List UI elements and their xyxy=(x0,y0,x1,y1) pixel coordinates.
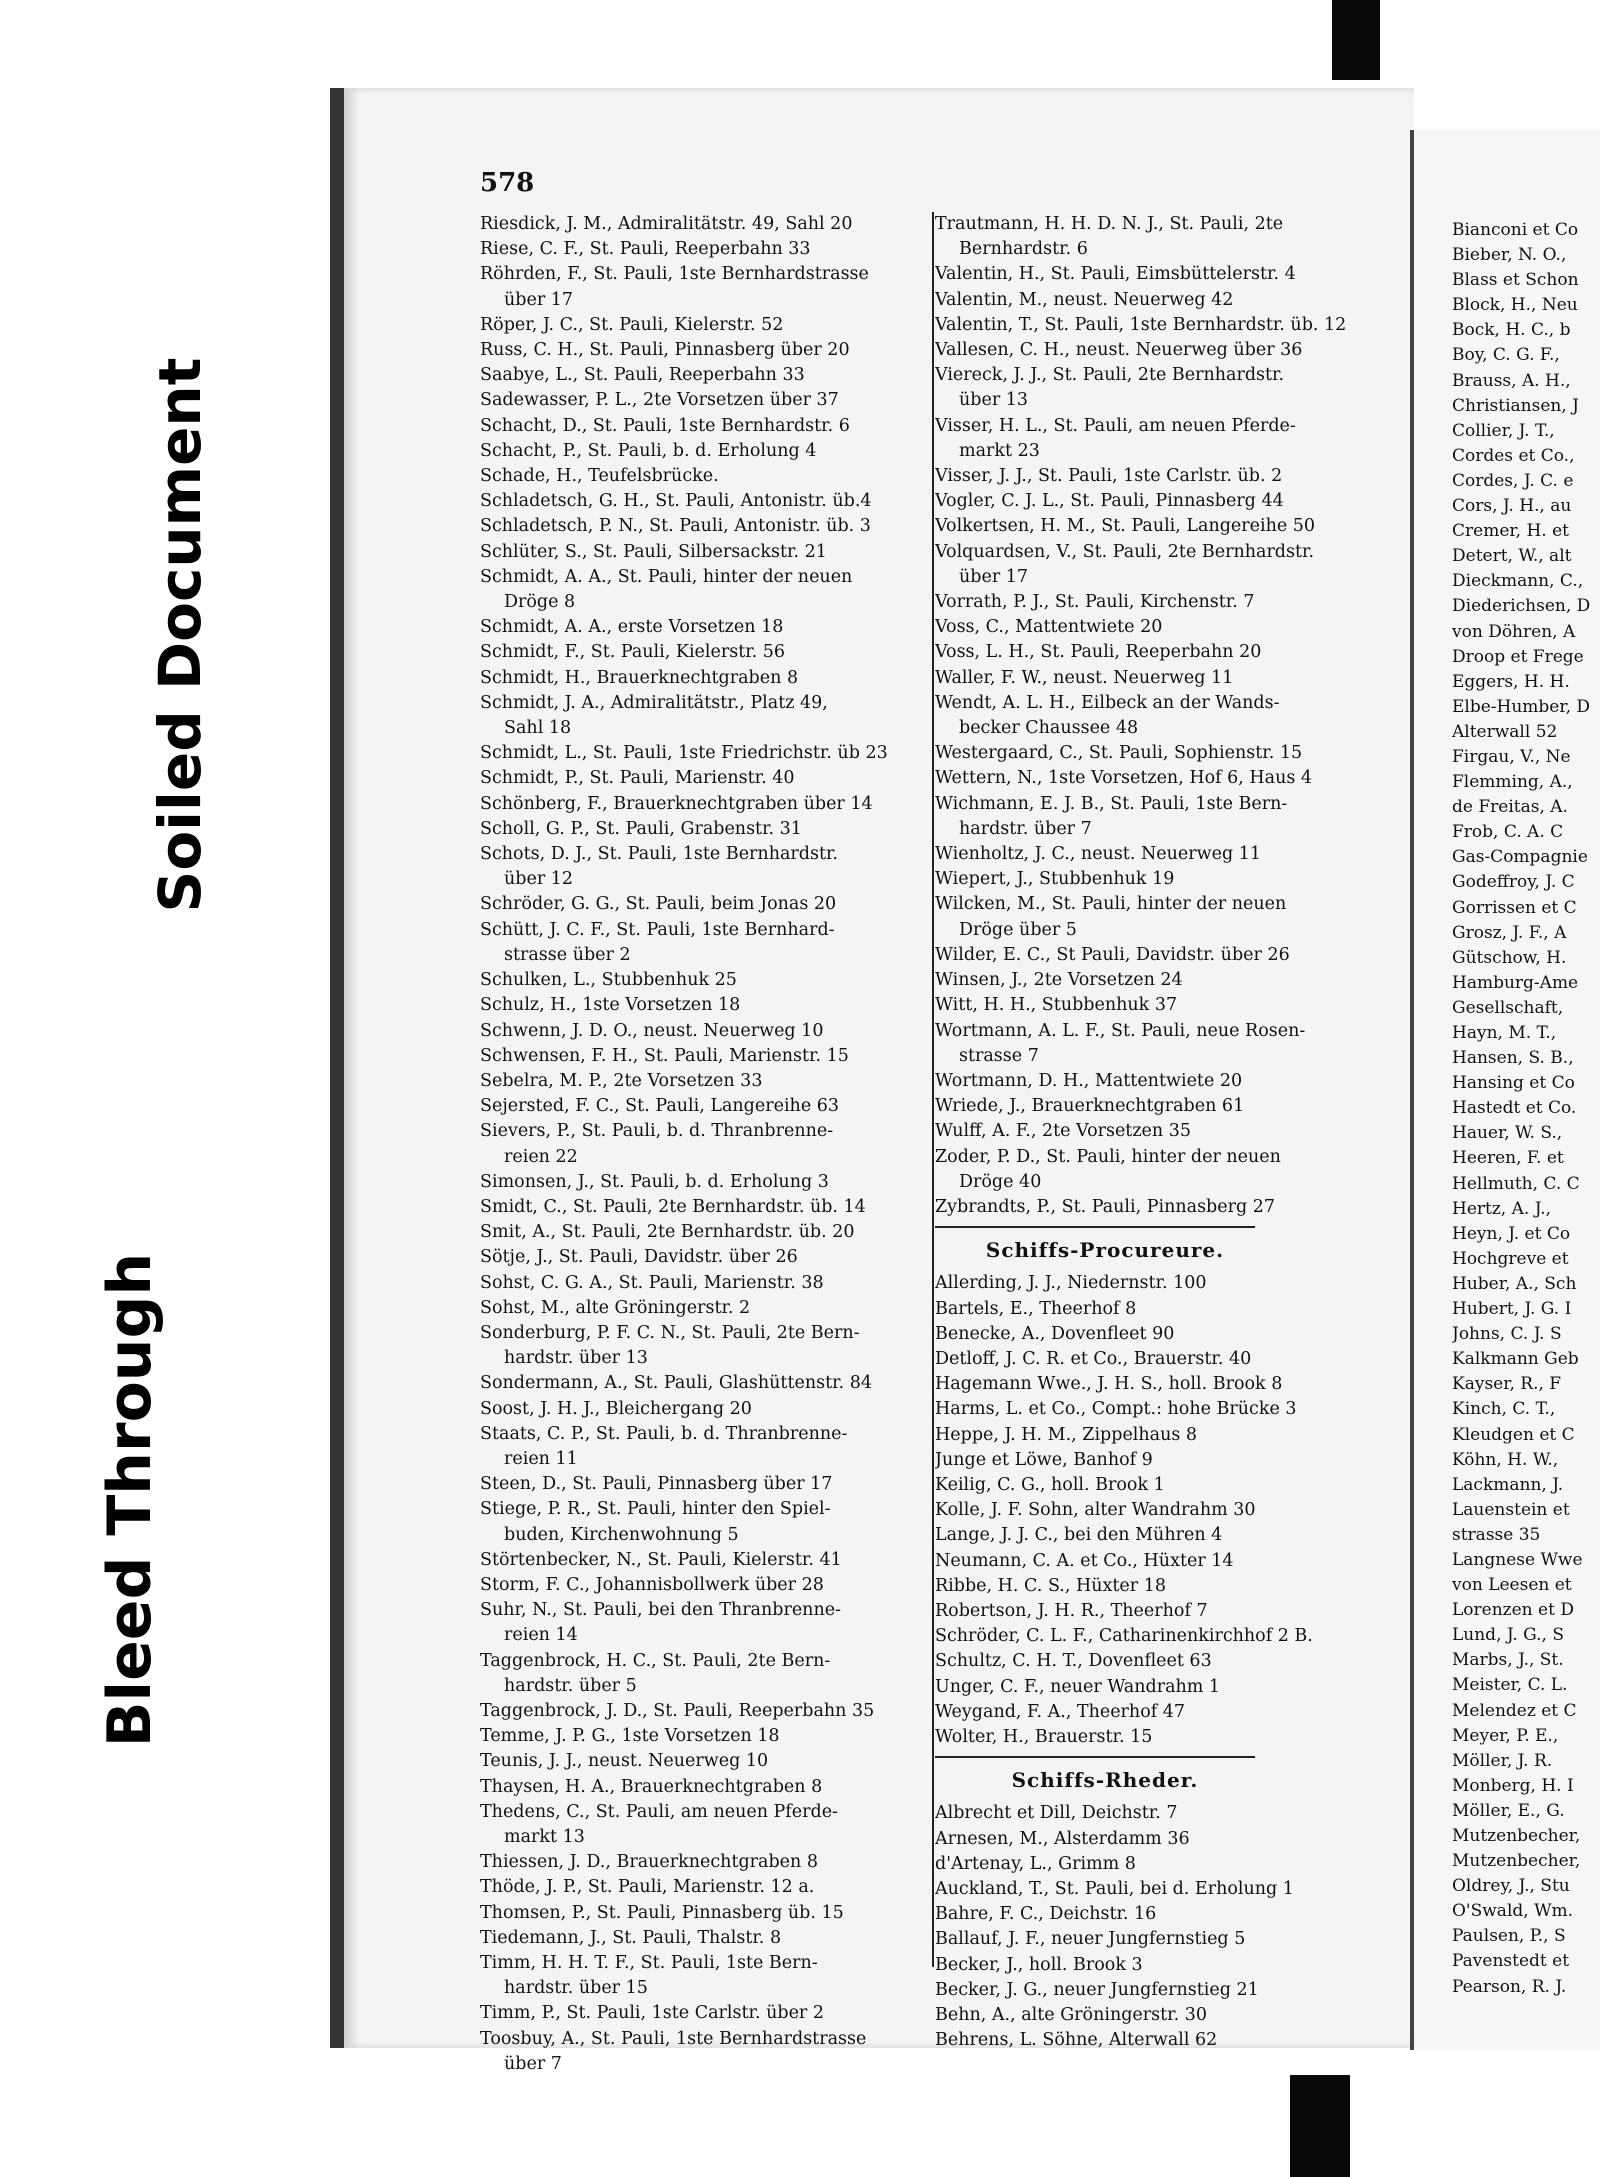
directory-entry: O'Swald, Wm. xyxy=(1452,1901,1574,1922)
directory-entry: von Leesen et xyxy=(1452,1575,1572,1596)
directory-entry: Sadewasser, P. L., 2te Vorsetzen über 37 xyxy=(480,390,839,411)
directory-entry: Smit, A., St. Pauli, 2te Bernhardstr. üb. 20 xyxy=(480,1222,855,1243)
directory-entry: Blass et Schon xyxy=(1452,270,1579,291)
directory-entry: Gas-Compagnie xyxy=(1452,847,1588,868)
directory-entry: Cordes et Co., xyxy=(1452,445,1575,466)
directory-entry: Meister, C. L. xyxy=(1452,1675,1568,1696)
directory-entry: Wendt, A. L. H., Eilbeck an der Wands- xyxy=(935,692,1280,713)
directory-entry: Schmidt, A. A., St. Pauli, hinter der neuen xyxy=(480,566,853,587)
directory-entry: Kalkmann Geb xyxy=(1452,1349,1579,1370)
directory-entry: Johns, C. J. S xyxy=(1452,1324,1562,1345)
directory-entry: Sohst, M., alte Gröningerstr. 2 xyxy=(480,1297,751,1318)
directory-entry: Lorenzen et D xyxy=(1452,1600,1574,1621)
directory-entry: hardstr. über 7 xyxy=(959,818,1092,839)
directory-entry: Lange, J. J. C., bei den Mühren 4 xyxy=(935,1525,1223,1546)
directory-entry: Sötje, J., St. Pauli, Davidstr. über 26 xyxy=(480,1247,798,1268)
directory-entry: Dieckmann, C., xyxy=(1452,571,1584,592)
directory-entry: über 17 xyxy=(504,289,574,310)
directory-entry: Keilig, C. G., holl. Brook 1 xyxy=(935,1474,1165,1495)
directory-entry: Schmidt, F., St. Pauli, Kielerstr. 56 xyxy=(480,642,786,663)
directory-entry: hardstr. über 15 xyxy=(504,1978,648,1999)
section-heading-rheder: Schiffs-Rheder. xyxy=(1011,1768,1199,1793)
directory-entry: Scholl, G. P., St. Pauli, Grabenstr. 31 xyxy=(480,818,802,839)
directory-entry: Mutzenbecher, xyxy=(1452,1826,1581,1846)
directory-entry: de Freitas, A. xyxy=(1452,797,1568,818)
directory-entry: Elbe-Humber, D xyxy=(1452,696,1591,717)
directory-entry: Cors, J. H., au xyxy=(1452,496,1572,517)
directory-entry: Sejersted, F. C., St. Pauli, Langereihe 63 xyxy=(480,1096,840,1117)
directory-entry: Hansing et Co xyxy=(1452,1073,1575,1094)
directory-entry: Schultz, C. H. T., Dovenfleet 63 xyxy=(935,1651,1212,1672)
directory-entry: Smidt, C., St. Pauli, 2te Bernhardstr. üb. 14 xyxy=(480,1196,866,1217)
directory-entry: Hagemann Wwe., J. H. S., holl. Brook 8 xyxy=(935,1374,1283,1395)
directory-entry: Auckland, T., St. Pauli, bei d. Erholung 1 xyxy=(935,1879,1294,1899)
directory-entry: Steen, D., St. Pauli, Pinnasberg über 17 xyxy=(480,1474,833,1495)
directory-entry: Schwensen, F. H., St. Pauli, Marienstr. 15 xyxy=(480,1045,849,1066)
directory-entry: Gorrissen et C xyxy=(1452,897,1577,918)
directory-entry: Röper, J. C., St. Pauli, Kielerstr. 52 xyxy=(480,314,784,335)
directory-entry: Schade, H., Teufelsbrücke. xyxy=(480,466,719,487)
directory-column-2 xyxy=(935,212,1390,2053)
directory-entry: Visser, H. L., St. Pauli, am neuen Pferde- xyxy=(935,415,1296,436)
directory-entry: Eggers, H. H. xyxy=(1452,671,1570,692)
directory-entry: Bock, H. C., b xyxy=(1452,320,1571,341)
directory-entry: Lund, J. G., S xyxy=(1452,1625,1565,1646)
directory-entry: Hochgreve et xyxy=(1452,1248,1569,1269)
directory-entry: Robertson, J. H. R., Theerhof 7 xyxy=(935,1600,1208,1621)
directory-entry: hardstr. über 13 xyxy=(504,1348,648,1369)
directory-entry: über 13 xyxy=(959,390,1029,411)
directory-entry: Temme, J. P. G., 1ste Vorsetzen 18 xyxy=(480,1726,780,1747)
directory-entry: Bernhardstr. 6 xyxy=(959,239,1088,260)
directory-entry: Bieber, N. O., xyxy=(1452,245,1567,266)
directory-entry: Sonderburg, P. F. C. N., St. Pauli, 2te Bern- xyxy=(480,1322,860,1343)
directory-entry: Saabye, L., St. Pauli, Reeperbahn 33 xyxy=(480,365,805,386)
directory-entry: Schröder, G. G., St. Pauli, beim Jonas 20 xyxy=(480,894,837,915)
directory-entry: Langnese Wwe xyxy=(1452,1549,1583,1570)
directory-entry: Wettern, N., 1ste Vorsetzen, Hof 6, Haus 4 xyxy=(935,768,1313,789)
directory-entry: strasse 35 xyxy=(1452,1524,1541,1545)
directory-entry: Lauenstein et xyxy=(1452,1499,1570,1520)
directory-entry: Hayn, M. T., xyxy=(1452,1023,1557,1043)
directory-entry: Vorrath, P. J., St. Pauli, Kirchenstr. 7 xyxy=(935,592,1255,613)
directory-entry: Zoder, P. D., St. Pauli, hinter der neuen xyxy=(935,1146,1281,1167)
directory-entry: Frob, C. A. C xyxy=(1452,822,1564,843)
directory-entry: Hastedt et Co. xyxy=(1452,1098,1577,1119)
directory-entry: Störtenbecker, N., St. Pauli, Kielerstr. 41 xyxy=(480,1549,842,1570)
directory-entry: Wriede, J., Brauerknechtgraben 61 xyxy=(935,1096,1245,1117)
directory-entry: Trautmann, H. H. D. N. J., St. Pauli, 2te xyxy=(935,214,1284,234)
directory-entry: Behrens, L. Söhne, Alterwall 62 xyxy=(935,2030,1218,2051)
directory-entry: Staats, C. P., St. Pauli, b. d. Thranbrenne- xyxy=(480,1423,848,1444)
section-rule xyxy=(935,1756,1255,1758)
directory-entry: Schönberg, F., Brauerknechtgraben über 14 xyxy=(480,793,873,814)
directory-entry: hardstr. über 5 xyxy=(504,1675,637,1696)
bleed-through-label: Bleed Through xyxy=(70,1200,190,1800)
directory-entry: Arnesen, M., Alsterdamm 36 xyxy=(935,1828,1190,1849)
directory-entry: Hamburg-Ame xyxy=(1452,972,1579,993)
directory-entry: Diederichsen, D xyxy=(1452,596,1591,617)
directory-entry: Volkertsen, H. M., St. Pauli, Langereihe 50 xyxy=(935,516,1316,537)
directory-entry: Bahre, F. C., Deichstr. 16 xyxy=(935,1904,1157,1925)
directory-entry: Heeren, F. et xyxy=(1452,1148,1564,1169)
directory-entry: strasse über 2 xyxy=(504,944,631,965)
directory-entry: Wichmann, E. J. B., St. Pauli, 1ste Bern- xyxy=(935,793,1288,814)
directory-entry: Schots, D. J., St. Pauli, 1ste Bernhardstr. xyxy=(480,844,838,865)
directory-entry: Brauss, A. H., xyxy=(1452,370,1571,391)
directory-entry: Thiessen, J. D., Brauerknechtgraben 8 xyxy=(480,1852,819,1873)
directory-entry: Timm, P., St. Pauli, 1ste Carlstr. über 2 xyxy=(480,2003,824,2024)
directory-entry: Taggenbrock, J. D., St. Pauli, Reeperbahn 35 xyxy=(480,1700,875,1721)
directory-entry: Schmidt, L., St. Pauli, 1ste Friedrichstr. üb 23 xyxy=(480,743,888,764)
directory-entry: Block, H., Neu xyxy=(1452,295,1578,316)
directory-entry: Schmidt, J. A., Admiralitätstr., Platz 49, xyxy=(480,692,828,713)
directory-entry: Sievers, P., St. Pauli, b. d. Thranbrenne- xyxy=(480,1121,834,1142)
directory-entry: Huber, A., Sch xyxy=(1452,1273,1577,1294)
directory-entry: Visser, J. J., St. Pauli, 1ste Carlstr. üb. 2 xyxy=(935,466,1283,487)
directory-entry: Schacht, P., St. Pauli, b. d. Erholung 4 xyxy=(480,440,817,461)
directory-entry: Marbs, J., St. xyxy=(1452,1650,1564,1671)
directory-entry: Schwenn, J. D. O., neust. Neuerweg 10 xyxy=(480,1020,824,1041)
directory-entry: Alterwall 52 xyxy=(1452,721,1558,742)
directory-entry: Schmidt, P., St. Pauli, Marienstr. 40 xyxy=(480,768,795,789)
directory-entry: Schlüter, S., St. Pauli, Silbersackstr. 21 xyxy=(480,541,827,562)
directory-entry: Tiedemann, J., St. Pauli, Thalstr. 8 xyxy=(480,1927,782,1948)
directory-entry: Teunis, J. J., neust. Neuerweg 10 xyxy=(480,1751,769,1772)
directory-entry: Harms, L. et Co., Compt.: hohe Brücke 3 xyxy=(935,1399,1297,1420)
section-heading-procureure: Schiffs-Procureure. xyxy=(985,1238,1225,1263)
top-black-strip xyxy=(1332,0,1380,80)
directory-entry: Albrecht et Dill, Deichstr. 7 xyxy=(935,1803,1178,1824)
column-divider xyxy=(932,212,934,1967)
directory-entry: Schütt, J. C. F., St. Pauli, 1ste Bernhard- xyxy=(480,919,835,940)
directory-entry: Köhn, H. W., xyxy=(1452,1449,1559,1470)
directory-entry: Röhrden, F., St. Pauli, 1ste Bernhardstrasse xyxy=(480,264,869,285)
directory-entry: Gütschow, H. xyxy=(1452,947,1567,968)
directory-entry: Paulsen, P., S xyxy=(1452,1926,1566,1947)
directory-entry: Becker, J. G., neuer Jungfernstieg 21 xyxy=(935,1979,1259,2000)
directory-entry: Neumann, C. A. et Co., Hüxter 14 xyxy=(935,1550,1234,1571)
directory-entry: reien 11 xyxy=(504,1448,578,1469)
directory-entry: Hansen, S. B., xyxy=(1452,1048,1574,1069)
directory-entry: Becker, J., holl. Brook 3 xyxy=(935,1954,1143,1975)
directory-entry: Thomsen, P., St. Pauli, Pinnasberg üb. 15 xyxy=(480,1902,844,1923)
directory-entry: Schulken, L., Stubbenhuk 25 xyxy=(480,970,737,991)
directory-entry: Gesellschaft, xyxy=(1452,997,1564,1018)
directory-entry: Schröder, C. L. F., Catharinenkirchhof 2 B. xyxy=(935,1626,1313,1647)
directory-entry: Firgau, V., Ne xyxy=(1452,746,1571,767)
directory-entry: Lackmann, J. xyxy=(1452,1474,1564,1495)
directory-entry: Thöde, J. P., St. Pauli, Marienstr. 12 a. xyxy=(480,1877,815,1898)
procureure-entries xyxy=(935,1271,1390,1750)
directory-entry: reien 14 xyxy=(504,1625,578,1646)
directory-entry: Valentin, H., St. Pauli, Eimsbüttelerstr. 4 xyxy=(935,264,1296,285)
directory-entry: Soost, J. H. J., Bleichergang 20 xyxy=(480,1398,752,1419)
directory-entry: markt 23 xyxy=(959,440,1040,461)
directory-entry: strasse 7 xyxy=(959,1045,1039,1066)
directory-entry: Schmidt, A. A., erste Vorsetzen 18 xyxy=(480,617,784,638)
directory-entry: Hauer, W. S., xyxy=(1452,1123,1563,1144)
directory-entry: Wilcken, M., St. Pauli, hinter der neuen xyxy=(935,894,1287,915)
directory-entry: Storm, F. C., Johannisbollwerk über 28 xyxy=(480,1574,824,1595)
directory-entry: Sondermann, A., St. Pauli, Glashüttenstr. 84 xyxy=(480,1373,872,1394)
directory-entry: Cremer, H. et xyxy=(1452,521,1569,542)
directory-entry: Witt, H. H., Stubbenhuk 37 xyxy=(935,995,1178,1016)
directory-entry: Voss, L. H., St. Pauli, Reeperbahn 20 xyxy=(935,642,1262,663)
directory-entry: Wolter, H., Brauerstr. 15 xyxy=(935,1726,1153,1747)
directory-entry: Valentin, T., St. Pauli, 1ste Bernhardstr. üb. 12 xyxy=(935,314,1347,335)
directory-entry: Russ, C. H., St. Pauli, Pinnasberg über 20 xyxy=(480,340,850,361)
column-2-entries xyxy=(935,212,1390,1220)
directory-entry: Behn, A., alte Gröningerstr. 30 xyxy=(935,2005,1207,2026)
directory-entry: Mutzenbecher, xyxy=(1452,1851,1581,1872)
directory-entry: Winsen, J., 2te Vorsetzen 24 xyxy=(935,970,1183,991)
directory-entry: Flemming, A., xyxy=(1452,772,1573,793)
page-number: 578 xyxy=(480,168,535,198)
directory-entry: reien 22 xyxy=(504,1146,578,1167)
directory-entry: Riesdick, J. M., Admiralitätstr. 49, Sahl 20 xyxy=(480,214,853,234)
directory-entry: Godeffroy, J. C xyxy=(1452,872,1575,893)
directory-entry: Droop et Frege xyxy=(1452,646,1584,667)
directory-entry: über 7 xyxy=(504,2053,562,2074)
directory-entry: Hubert, J. G. I xyxy=(1452,1299,1572,1320)
directory-entry: Toosbuy, A., St. Pauli, 1ste Bernhardstrasse xyxy=(480,2028,867,2049)
directory-entry: Wortmann, D. H., Mattentwiete 20 xyxy=(935,1070,1243,1091)
directory-entry: über 17 xyxy=(959,566,1029,587)
directory-entry: Möller, J. R. xyxy=(1452,1750,1553,1771)
rheder-entries xyxy=(935,1801,1390,2053)
directory-entry: Valentin, M., neust. Neuerweg 42 xyxy=(935,289,1234,310)
directory-entry: von Döhren, A xyxy=(1452,621,1576,642)
directory-entry: buden, Kirchenwohnung 5 xyxy=(504,1524,739,1545)
directory-entry: Wienholtz, J. C., neust. Neuerweg 11 xyxy=(935,844,1261,865)
directory-entry: Dröge 8 xyxy=(504,592,576,613)
directory-entry: Waller, F. W., neust. Neuerweg 11 xyxy=(935,667,1234,688)
directory-entry: Schacht, D., St. Pauli, 1ste Bernhardstr. 6 xyxy=(480,415,850,436)
directory-entry: Detert, W., alt xyxy=(1452,546,1572,567)
directory-entry: Junge et Löwe, Banhof 9 xyxy=(935,1449,1153,1470)
directory-entry: Ribbe, H. C. S., Hüxter 18 xyxy=(935,1575,1166,1596)
directory-entry: Ballauf, J. F., neuer Jungfernstieg 5 xyxy=(935,1929,1246,1950)
directory-entry: Kolle, J. F. Sohn, alter Wandrahm 30 xyxy=(935,1500,1256,1521)
directory-entry: Detloff, J. C. R. et Co., Brauerstr. 40 xyxy=(935,1348,1252,1369)
directory-entry: Voss, C., Mattentwiete 20 xyxy=(935,617,1163,638)
directory-entry: Bartels, E., Theerhof 8 xyxy=(935,1298,1137,1319)
directory-entry: Vallesen, C. H., neust. Neuerweg über 36 xyxy=(935,340,1303,361)
directory-entry: Thedens, C., St. Pauli, am neuen Pferde- xyxy=(480,1801,838,1822)
directory-entry: Bianconi et Co xyxy=(1452,220,1579,240)
directory-entry: Volquardsen, V., St. Pauli, 2te Bernhardstr. xyxy=(935,541,1315,562)
directory-entry: Sebelra, M. P., 2te Vorsetzen 33 xyxy=(480,1070,763,1091)
directory-entry: Viereck, J. J., St. Pauli, 2te Bernhardstr. xyxy=(935,365,1285,386)
directory-entry: Heppe, J. H. M., Zippelhaus 8 xyxy=(935,1424,1198,1445)
directory-entry: Vogler, C. J. L., St. Pauli, Pinnasberg 44 xyxy=(935,491,1284,512)
directory-entry: d'Artenay, L., Grimm 8 xyxy=(935,1853,1136,1874)
directory-entry: Wulff, A. F., 2te Vorsetzen 35 xyxy=(935,1121,1192,1142)
directory-entry: Stiege, P. R., St. Pauli, hinter den Spiel- xyxy=(480,1499,831,1520)
directory-entry: Hellmuth, C. C xyxy=(1452,1173,1580,1194)
directory-entry: Grosz, J. F., A xyxy=(1452,922,1567,943)
directory-entry: Timm, H. H. T. F., St. Pauli, 1ste Bern- xyxy=(480,1953,818,1974)
directory-entry: Unger, C. F., neuer Wandrahm 1 xyxy=(935,1676,1221,1697)
directory-entry: Weygand, F. A., Theerhof 47 xyxy=(935,1701,1186,1722)
directory-entry: Schmidt, H., Brauerknechtgraben 8 xyxy=(480,667,799,688)
directory-entry: Wortmann, A. L. F., St. Pauli, neue Rosen- xyxy=(935,1020,1306,1041)
directory-entry: Melendez et C xyxy=(1452,1700,1577,1721)
directory-entry: Schulz, H., 1ste Vorsetzen 18 xyxy=(480,995,741,1016)
directory-entry: Benecke, A., Dovenfleet 90 xyxy=(935,1323,1175,1344)
directory-entry: Pavenstedt et xyxy=(1452,1951,1570,1972)
directory-entry: Thaysen, H. A., Brauerknechtgraben 8 xyxy=(480,1776,823,1797)
directory-entry: Kayser, R., F xyxy=(1452,1374,1562,1395)
directory-entry: Collier, J. T., xyxy=(1452,420,1555,441)
directory-entry: Kinch, C. T., xyxy=(1452,1399,1556,1420)
directory-entry: über 12 xyxy=(504,869,574,890)
directory-entry: Pearson, R. J. xyxy=(1452,1976,1567,1997)
directory-entry: Cordes, J. C. e xyxy=(1452,470,1574,491)
directory-entry: Sohst, C. G. A., St. Pauli, Marienstr. 38 xyxy=(480,1272,824,1293)
directory-entry: Schladetsch, P. N., St. Pauli, Antonistr. üb. 3 xyxy=(480,516,871,537)
directory-entry: Zybrandts, P., St. Pauli, Pinnasberg 27 xyxy=(935,1196,1276,1217)
directory-column-1 xyxy=(480,212,930,2077)
directory-entry: Wilder, E. C., St Pauli, Davidstr. über 26 xyxy=(935,944,1290,965)
directory-entry: Schladetsch, G. H., St. Pauli, Antonistr. üb.4 xyxy=(480,491,872,512)
section-rule xyxy=(935,1226,1255,1228)
directory-entry: Möller, E., G. xyxy=(1452,1800,1565,1821)
directory-entry: Westergaard, C., St. Pauli, Sophienstr. 15 xyxy=(935,743,1303,764)
directory-entry: Heyn, J. et Co xyxy=(1452,1223,1571,1244)
directory-entry: becker Chaussee 48 xyxy=(959,718,1139,739)
bottom-black-strip xyxy=(1290,2075,1350,2177)
directory-entry: Riese, C. F., St. Pauli, Reeperbahn 33 xyxy=(480,239,811,260)
directory-entry: Taggenbrock, H. C., St. Pauli, 2te Bern- xyxy=(480,1650,831,1671)
directory-entry: Dröge 40 xyxy=(959,1171,1042,1192)
directory-entry: Boy, C. G. F., xyxy=(1452,345,1560,366)
directory-entry: Meyer, P. E., xyxy=(1452,1725,1559,1746)
directory-entry: markt 13 xyxy=(504,1827,585,1847)
directory-entry: Oldrey, J., Stu xyxy=(1452,1876,1570,1897)
directory-entry: Kleudgen et C xyxy=(1452,1424,1575,1445)
directory-entry: Sahl 18 xyxy=(504,718,572,739)
right-page-column xyxy=(1452,218,1600,2000)
directory-entry: Wiepert, J., Stubbenhuk 19 xyxy=(935,869,1175,890)
directory-entry: Monberg, H. I xyxy=(1452,1775,1574,1796)
directory-entry: Allerding, J. J., Niedernstr. 100 xyxy=(935,1273,1207,1294)
directory-entry: Christiansen, J xyxy=(1452,395,1579,416)
directory-entry: Suhr, N., St. Pauli, bei den Thranbrenne- xyxy=(480,1600,841,1621)
directory-entry: Dröge über 5 xyxy=(959,919,1077,940)
directory-entry: Hertz, A. J., xyxy=(1452,1198,1551,1219)
directory-entry: Simonsen, J., St. Pauli, b. d. Erholung 3 xyxy=(480,1171,829,1192)
soiled-document-label: Soiled Document xyxy=(125,335,235,935)
